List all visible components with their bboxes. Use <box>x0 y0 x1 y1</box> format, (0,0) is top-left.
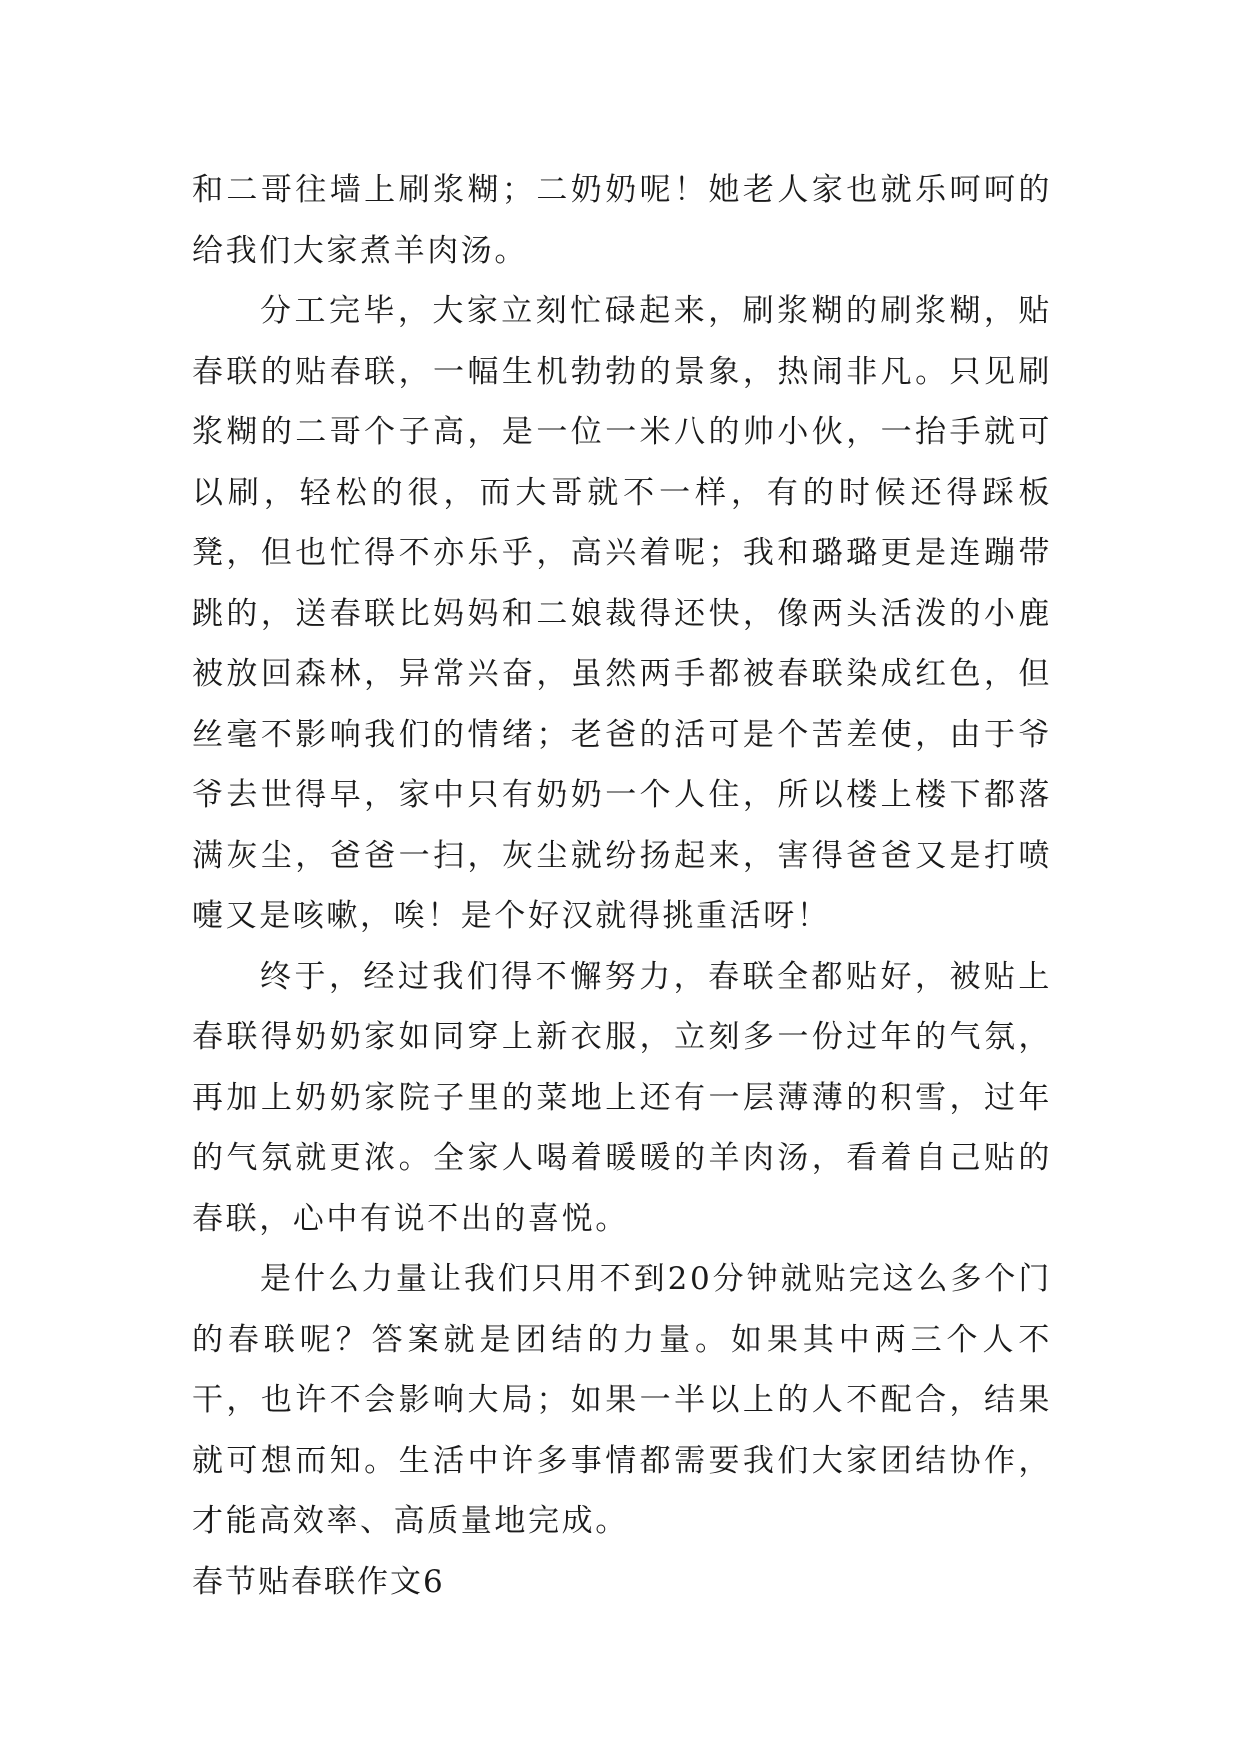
paragraph-3: 终于，经过我们得不懈努力，春联全都贴好，被贴上春联得奶奶家如同穿上新衣服，立刻多一份过年的气氛，再加上奶奶家院子里的菜地上还有一层薄薄的积雪，过年的气氛就更浓。全家人喝着暖暖的羊肉汤，看着自己贴的春联，心中有说不出的喜悦。 <box>192 958 1052 1237</box>
paragraph-1: 和二哥往墙上刷浆糊；二奶奶呢！她老人家也就乐呵呵的给我们大家煮羊肉汤。 <box>192 172 1052 269</box>
document-page <box>192 160 1052 1612</box>
section-heading: 春节贴春联作文6 <box>192 1563 445 1600</box>
paragraph-2: 分工完毕，大家立刻忙碌起来，刷浆糊的刷浆糊，贴春联的贴春联，一幅生机勃勃的景象，热闹非凡。只见刷浆糊的二哥个子高，是一位一米八的帅小伙，一抬手就可以刷，轻松的很，而大哥就不一样，有的时候还得踩板凳，但也忙得不亦乐乎，高兴着呢；我和璐璐更是连蹦带跳的，送春联比妈妈和二娘裁得还快，像两头活泼的小鹿被放回森林，异常兴奋，虽然两手都被春联染成红色，但丝毫不影响我们的情绪；老爸的活可是个苦差使，由于爷爷去世得早，家中只有奶奶一个人住，所以楼上楼下都落满灰尘，爸爸一扫，灰尘就纷扬起来，害得爸爸又是打喷嚏又是咳嗽，唉！是个好汉就得挑重活呀！ <box>192 293 1052 934</box>
paragraph-4: 是什么力量让我们只用不到20分钟就贴完这么多个门的春联呢？答案就是团结的力量。如果其中两三个人不干，也许不会影响大局；如果一半以上的人不配合，结果就可想而知。生活中许多事情都需要我们大家团结协作，才能高效率、高质量地完成。 <box>192 1261 1052 1539</box>
